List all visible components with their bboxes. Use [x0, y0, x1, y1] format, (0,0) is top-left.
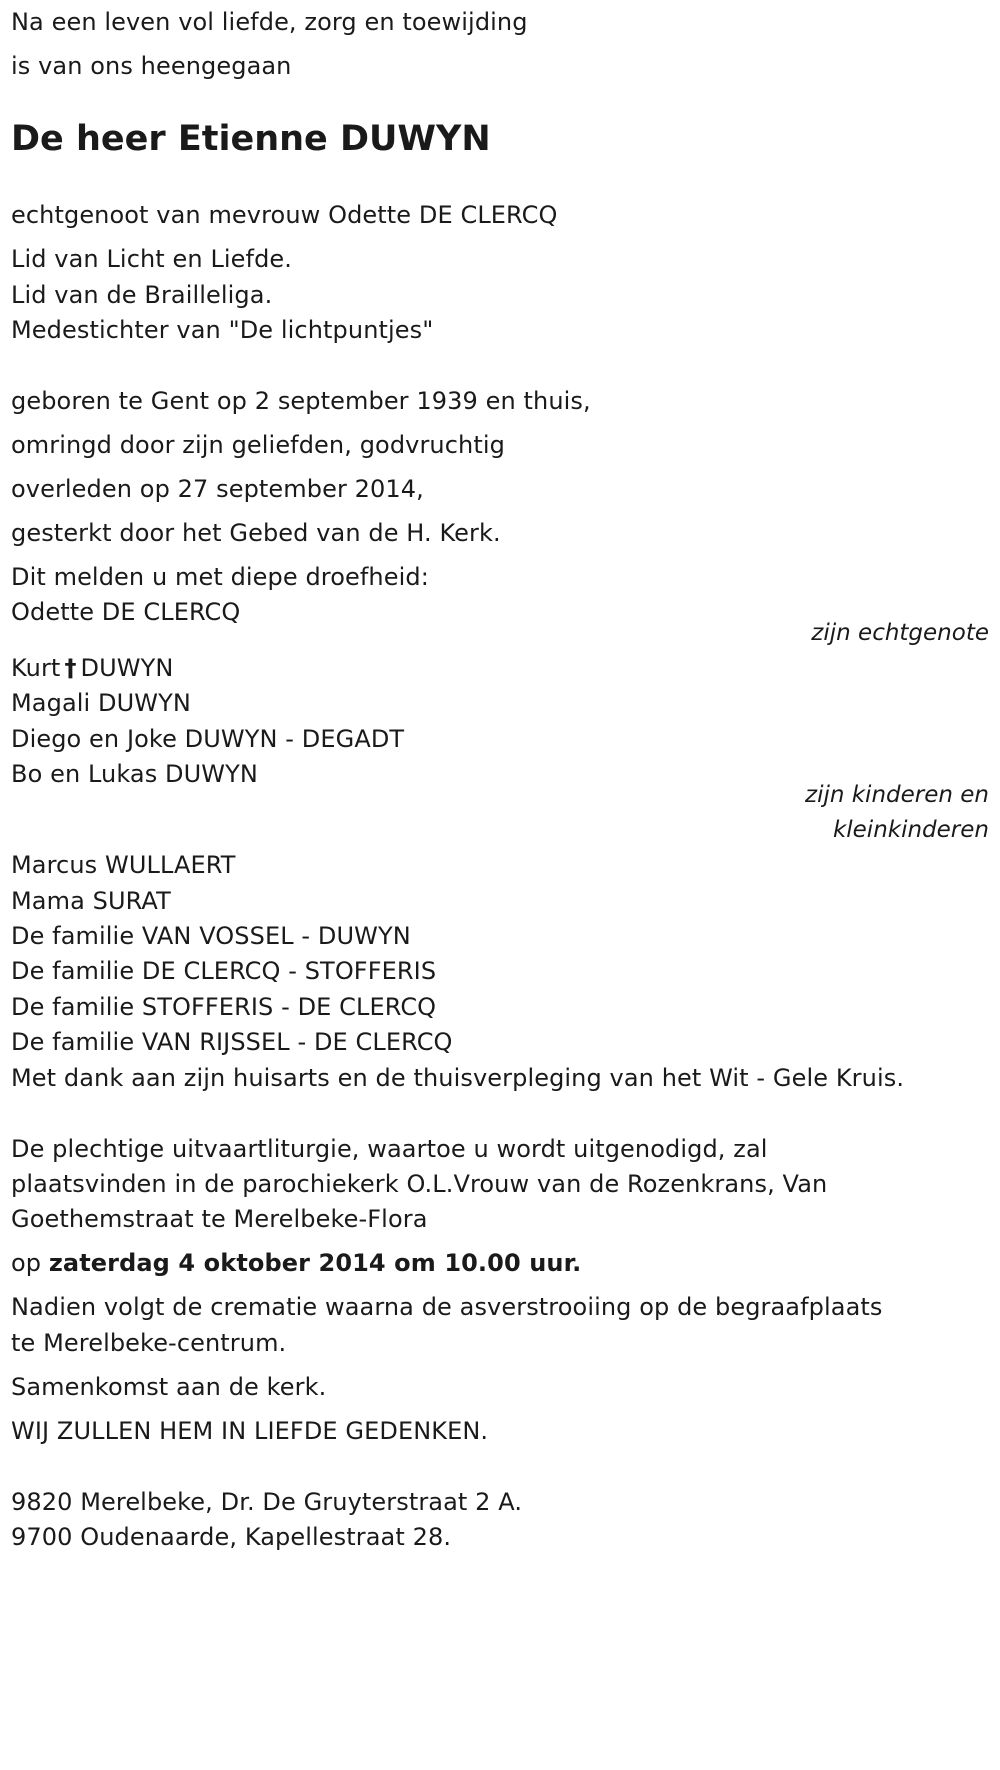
- ceremony-date: [11, 1243, 581, 1283]
- child-name: Diego en Joke DUWYN - DEGADT: [11, 725, 405, 753]
- ceremony-date-prefix: op: [11, 1249, 42, 1277]
- ceremony-line-3: Goethemstraat te Merelbeke-Flora: [11, 1205, 428, 1233]
- family-member: De familie STOFFERIS - DE CLERCQ: [11, 993, 437, 1021]
- wife-name: Odette DE CLERCQ: [11, 598, 241, 626]
- child-first-name: Kurt: [11, 654, 61, 682]
- membership-line: Lid van Licht en Liefde.: [11, 245, 293, 273]
- children-role-line-2: kleinkinderen: [832, 817, 989, 843]
- family-member: Marcus WULLAERT: [11, 851, 236, 879]
- wife-role: zijn echtgenote: [811, 620, 989, 646]
- closing-line: WIJ ZULLEN HEM IN LIEFDE GEDENKEN.: [11, 1417, 489, 1445]
- family-member: De familie VAN RIJSSEL - DE CLERCQ: [11, 1028, 453, 1056]
- bio-line: omringd door zijn geliefden, godvruchtig: [11, 431, 505, 459]
- intro-line-2: is van ons heengegaan: [11, 52, 292, 80]
- address-line: 9700 Oudenaarde, Kapellestraat 28.: [11, 1523, 452, 1551]
- bio-line: overleden op 27 september 2014,: [11, 475, 424, 503]
- child-name-kurt: [11, 648, 173, 688]
- cremation-line-2: te Merelbeke-centrum.: [11, 1329, 287, 1357]
- child-last-name: DUWYN: [80, 654, 174, 682]
- ceremony-line-2: plaatsvinden in de parochiekerk O.L.Vrouw van de Rozenkrans, Van: [11, 1170, 828, 1198]
- children-role-line-1: zijn kinderen en: [805, 782, 989, 808]
- gathering-line: Samenkomst aan de kerk.: [11, 1373, 327, 1401]
- intro-line-1: Na een leven vol liefde, zorg en toewijding: [11, 8, 528, 36]
- spouse-line: echtgenoot van mevrouw Odette DE CLERCQ: [11, 201, 558, 229]
- family-member: Mama SURAT: [11, 887, 171, 915]
- thanks-line: Met dank aan zijn huisarts en de thuisverpleging van het Wit - Gele Kruis.: [11, 1064, 905, 1092]
- bio-line: gesterkt door het Gebed van de H. Kerk.: [11, 519, 501, 547]
- address-line: 9820 Merelbeke, Dr. De Gruyterstraat 2 A.: [11, 1488, 523, 1516]
- child-name: Bo en Lukas DUWYN: [11, 760, 258, 788]
- cremation-line-1: Nadien volgt de crematie waarna de asverstrooiing op de begraafplaats: [11, 1293, 883, 1321]
- ceremony-line-1: De plechtige uitvaartliturgie, waartoe u wordt uitgenodigd, zal: [11, 1135, 768, 1163]
- membership-line: Medestichter van "De lichtpuntjes": [11, 316, 434, 344]
- family-member: De familie VAN VOSSEL - DUWYN: [11, 922, 411, 950]
- deceased-name-title: De heer Etienne DUWYN: [11, 119, 491, 159]
- cross-icon: †: [64, 654, 77, 682]
- child-name: Magali DUWYN: [11, 689, 191, 717]
- ceremony-date-bold: zaterdag 4 oktober 2014 om 10.00 uur.: [48, 1249, 582, 1277]
- announcement-line: Dit melden u met diepe droefheid:: [11, 563, 429, 591]
- family-member: De familie DE CLERCQ - STOFFERIS: [11, 957, 437, 985]
- bio-line: geboren te Gent op 2 september 1939 en thuis,: [11, 387, 591, 415]
- membership-line: Lid van de Brailleliga.: [11, 281, 273, 309]
